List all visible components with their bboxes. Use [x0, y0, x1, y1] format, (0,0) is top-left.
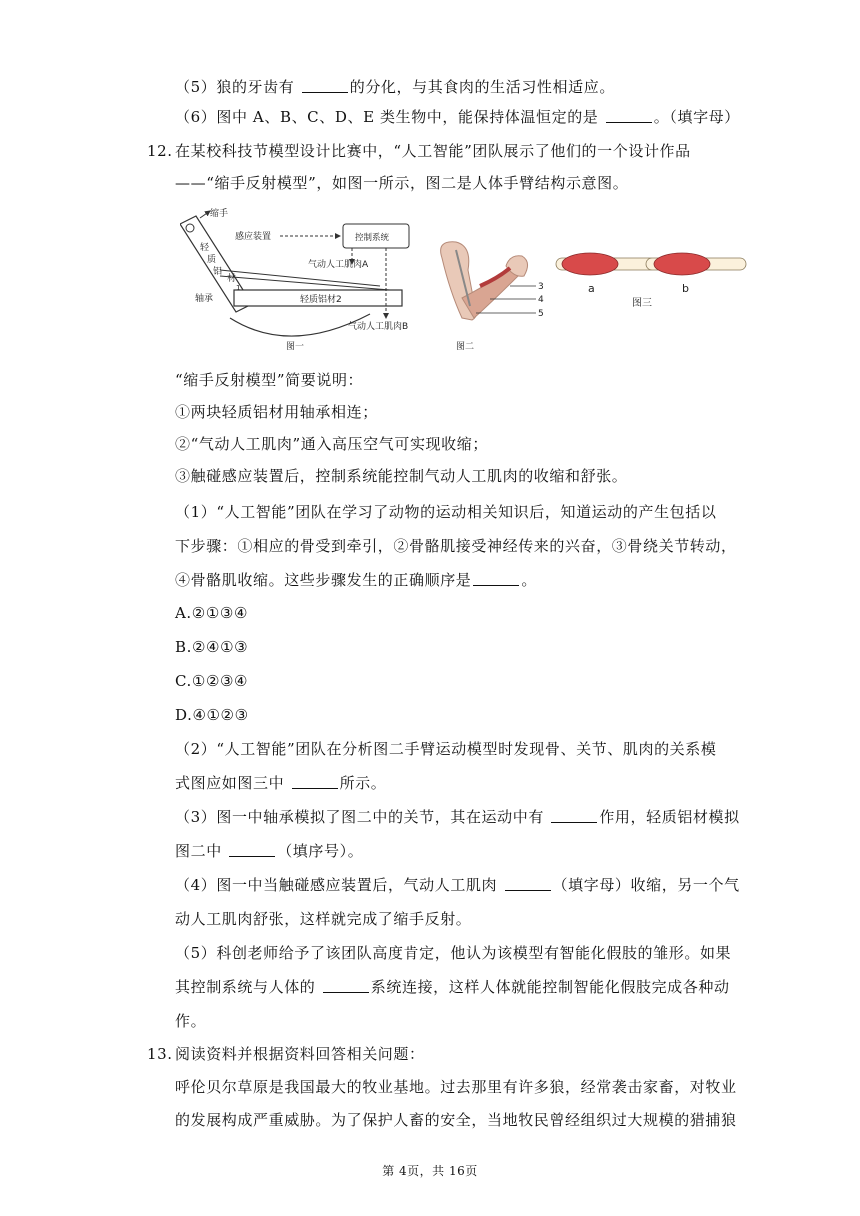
label-bar1-char5: 1	[236, 284, 241, 292]
answer-blank	[551, 808, 597, 823]
figure-2	[441, 242, 544, 352]
part2-line2	[175, 773, 386, 793]
part3-line1-text: （3）图一中轴承模拟了图二中的关节，其在运动中有	[175, 808, 544, 826]
figure-3	[556, 253, 746, 309]
q11-part5-text-2: 的分化，与其食肉的生活习性相适应。	[349, 78, 615, 96]
answer-blank	[292, 774, 338, 789]
part3-line2-end: （填序号）。	[277, 842, 364, 860]
option-d: D.④①②③	[175, 706, 249, 724]
label-bearing: 轴承	[195, 294, 214, 304]
figure-2-caption: 图二	[456, 342, 475, 352]
option-b: B.②④①③	[175, 638, 249, 656]
part5-line2-end: 系统连接，这样人体就能控制智能化假肢完成各种动	[370, 978, 730, 996]
label-b: b	[682, 282, 689, 295]
label-sensor: 感应装置	[235, 232, 272, 242]
label-bar2: 轻质铝材2	[300, 295, 342, 305]
q12-stem-line1: 在某校科技节模型设计比赛中，“人工智能”团队展示了他们的一个设计作品	[175, 142, 691, 160]
desc-title: “缩手反射模型”简要说明：	[175, 371, 364, 389]
hand-arrow	[200, 211, 210, 218]
part5-line1: （5）科创老师给予了该团队高度肯定，他认为该模型有智能化假肢的雏形。如果	[175, 944, 732, 962]
figure-svg	[180, 206, 750, 356]
part1-line3	[175, 570, 537, 590]
q11-part6-text: （6）图中 A、B、C、D、E 类生物中，能保持体温恒定的是	[175, 108, 599, 126]
q11-part5-text: （5）狼的牙齿有	[175, 78, 295, 96]
question-number-13: 13.	[147, 1045, 173, 1063]
label-bar1-char1: 轻	[200, 243, 210, 253]
part3-line2-text: 图二中	[175, 842, 222, 860]
label-muscle-a: 气动人工肌肉A	[308, 260, 369, 270]
label-a: a	[588, 282, 595, 295]
part3-line2	[175, 841, 363, 861]
muscle-b	[654, 253, 710, 275]
label-5: 5	[538, 309, 544, 319]
q11-part6	[175, 107, 740, 127]
q13-line1: 阅读资料并根据资料回答相关问题：	[175, 1045, 425, 1063]
part1-line1: （1）“人工智能”团队在学习了动物的运动相关知识后，知道运动的产生包括以	[175, 503, 717, 521]
part2-line2-end: 所示。	[339, 774, 387, 792]
label-3: 3	[538, 282, 544, 292]
q13-line2: 呼伦贝尔草原是我国最大的牧业基地。过去那里有许多狼，经常袭击家畜，对牧业	[175, 1078, 737, 1096]
q11-part5	[175, 77, 615, 97]
part3-line1	[175, 807, 740, 827]
part1-line2: 下步骤：①相应的骨受到牵引，②骨骼肌接受神经传来的兴奋，③骨绕关节转动，	[175, 537, 737, 555]
part4-line2: 动人工肌肉舒张，这样就完成了缩手反射。	[175, 910, 472, 928]
part4-line1-end: （填字母）收缩，另一个气	[552, 876, 740, 894]
figure-1-caption: 图一	[286, 342, 305, 352]
desc-item-2: ②“气动人工肌肉”通入高压空气可实现收缩；	[175, 435, 488, 453]
figure-3-caption: 图三	[632, 298, 652, 309]
part2-line1: （2）“人工智能”团队在分析图二手臂运动模型时发现骨、关节、肌肉的关系模	[175, 740, 717, 758]
desc-item-3: ③触碰感应装置后，控制系统能控制气动人工肌肉的收缩和舒张。	[175, 467, 628, 485]
part4-line1-text: （4）图一中当触碰感应装置后，气动人工肌肉	[175, 876, 498, 894]
question-number-12: 12.	[147, 142, 173, 160]
answer-blank	[473, 571, 519, 586]
part4-line1	[175, 875, 740, 895]
label-4: 4	[538, 295, 544, 305]
option-a: A.②①③④	[175, 604, 248, 622]
part2-line2-text: 式图应如图三中	[175, 774, 285, 792]
q11-part6-text-2: 。（填字母）	[653, 108, 740, 126]
part1-line3-text: ④骨骼肌收缩。这些步骤发生的正确顺序是	[175, 571, 472, 589]
part5-line2-text: 其控制系统与人体的	[175, 978, 316, 996]
part3-line1-end: 作用，轻质铝材模拟	[599, 808, 740, 826]
label-bar1-char2: 质	[207, 255, 217, 265]
part5-line3: 作。	[175, 1012, 207, 1030]
label-bar1-char3: 铝	[213, 267, 223, 277]
label-control: 控制系统	[355, 233, 390, 243]
answer-blank	[606, 108, 652, 123]
answer-blank	[229, 842, 275, 857]
part5-line2	[175, 977, 730, 997]
answer-blank	[323, 978, 369, 993]
muscle-a	[562, 253, 618, 275]
label-bar1-char4: 材	[227, 274, 237, 284]
answer-blank	[302, 78, 348, 93]
q12-stem-line2: ——“缩手反射模型”，如图一所示，图二是人体手臂结构示意图。	[175, 174, 629, 192]
page-footer: 第 4页，共 16页	[382, 1164, 478, 1178]
desc-item-1: ①两块轻质铝材用轴承相连；	[175, 403, 378, 421]
part1-line3-end: 。	[521, 571, 538, 589]
figure-1	[180, 207, 409, 352]
figure-group	[180, 206, 750, 356]
label-muscle-b: 气动人工肌肉B	[348, 322, 409, 332]
hand-joint-circle	[186, 224, 194, 232]
answer-blank	[505, 876, 551, 891]
q13-line3: 的发展构成严重威胁。为了保护人畜的安全，当地牧民曾经组织过大规模的猎捕狼	[175, 1111, 737, 1129]
label-hand: 缩手	[210, 209, 229, 219]
option-c: C.①②③④	[175, 672, 249, 690]
forearm-shape	[462, 270, 518, 318]
